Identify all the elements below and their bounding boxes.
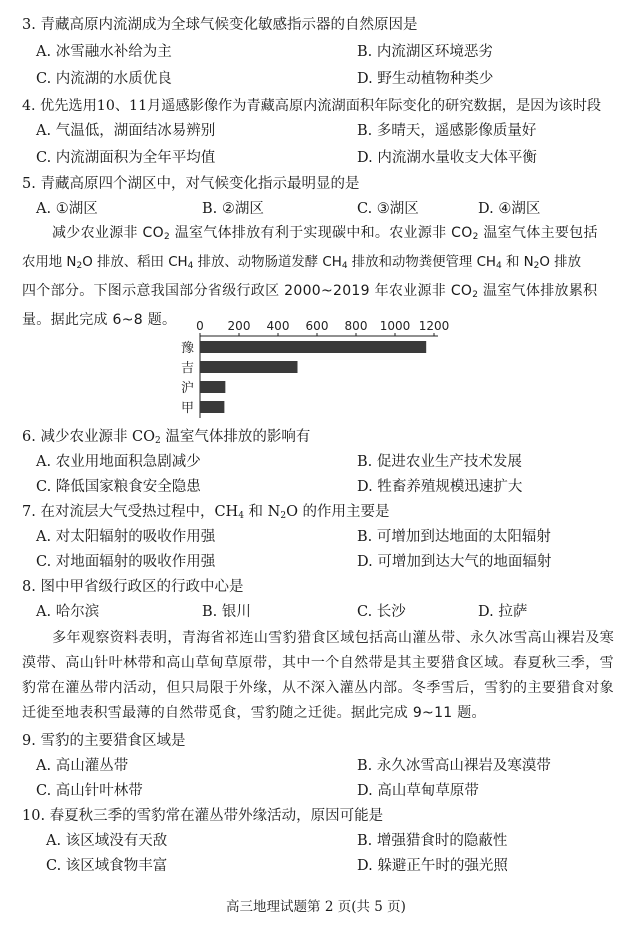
q7-option-d: D. 可增加到达大气的地面辐射 bbox=[357, 554, 552, 570]
q5-option-d: D. ④湖区 bbox=[478, 201, 541, 217]
q8-option-a: A. 哈尔滨 bbox=[36, 604, 100, 620]
bar-2 bbox=[200, 381, 225, 393]
q7-stem: 7. 在对流层大气受热过程中，$CH_4$ 和 $N_2O$ 的作用主要是 bbox=[22, 504, 390, 521]
q4-option-a: A. 气温低，湖面结冰易辨别 bbox=[36, 123, 216, 139]
bar-3 bbox=[200, 401, 224, 413]
q9-option-d: D. 高山草甸草原带 bbox=[357, 783, 479, 799]
q5-option-c: C. ③湖区 bbox=[357, 201, 419, 217]
category-label-2: 沪 bbox=[180, 381, 194, 396]
q8-stem: 8. 图中甲省级行政区的行政中心是 bbox=[22, 579, 244, 595]
q10-option-c: C. 该区域食物丰富 bbox=[46, 858, 168, 874]
q6-option-b: B. 促进农业生产技术发展 bbox=[357, 454, 522, 470]
category-label-0: 豫 bbox=[180, 341, 194, 356]
passage-snow-leopard: 多年观察资料表明，青海省祁连山雪豹猎食区域包括高山灌丛带、永久冰雪高山裸岩及寒漠带、高山针叶林带和高山草甸草原带，其中一个自然带是其主要猎食区域。春夏秋三季，雪豹常在灌丛带内活动，但只局限于外缘，从不深入灌丛内部。冬季雪后，雪豹的主要猎食对象迁徙至地表积雪最薄的自然带觅食，雪豹随之迁徙。据此完成 9~11 题。 bbox=[22, 630, 614, 721]
q3-option-d: D. 野生动植物种类少 bbox=[357, 71, 494, 87]
q7-option-b: B. 可增加到达地面的太阳辐射 bbox=[357, 529, 551, 545]
q4-option-b: B. 多晴天，遥感影像质量好 bbox=[357, 123, 537, 139]
q9-stem: 9. 雪豹的主要猎食区域是 bbox=[22, 733, 186, 749]
emissions-bar-chart bbox=[170, 316, 470, 420]
x-tick-label-2: 400 bbox=[266, 319, 290, 333]
x-tick-label-0: 0 bbox=[196, 319, 204, 333]
bar-1 bbox=[200, 361, 298, 373]
category-label-1: 吉 bbox=[180, 361, 194, 376]
q5-option-a: A. ①湖区 bbox=[36, 201, 98, 217]
q10-option-d: D. 躲避正午时的强光照 bbox=[357, 858, 508, 874]
q4-option-c: C. 内流湖面积为全年平均值 bbox=[36, 150, 216, 166]
q6-option-a: A. 农业用地面积急剧减少 bbox=[36, 454, 201, 470]
x-tick-label-1: 200 bbox=[227, 319, 251, 333]
q8-option-c: C. 长沙 bbox=[357, 604, 406, 620]
page-footer: 高三地理试题第 2 页(共 5 页) bbox=[226, 899, 406, 915]
q10-option-a: A. 该区域没有天敌 bbox=[46, 833, 168, 849]
q3-option-b: B. 内流湖区环境恶劣 bbox=[357, 44, 493, 60]
bar-0 bbox=[200, 341, 426, 353]
q4-stem: 4. 优先选用10、11月遥感影像作为青藏高原内流湖面积年际变化的研究数据，是因为该时段 bbox=[22, 98, 602, 114]
x-tick-label-6: 1200 bbox=[418, 319, 450, 333]
q6-stem: 6. 减少农业源非 $CO_2$ 温室气体排放的影响有 bbox=[22, 429, 311, 446]
q6-option-d: D. 牲畜养殖规模迅速扩大 bbox=[357, 479, 523, 495]
q7-option-a: A. 对太阳辐射的吸收作用强 bbox=[36, 529, 216, 545]
q6-option-c: C. 降低国家粮食安全隐患 bbox=[36, 479, 201, 495]
q9-option-a: A. 高山灌丛带 bbox=[36, 758, 129, 774]
x-tick-label-5: 1000 bbox=[379, 319, 411, 333]
x-tick-label-4: 800 bbox=[344, 319, 368, 333]
passage-agriculture: 减少农业源非 $CO_2$ 温室气体排放有利于实现碳中和。农业源非 $CO_2$ 温室气体主要包括 农用地 $N_2O$ 排放、稻田 $CH_4$ 排放、动物肠道发酵 $CH_4$ 排放和动物粪便管理 $CH_4$ 和 $N_2O$ 排放 四个部分。下图示意我国部分省级行政区 2000~2019 年农业源非 $CO_2$ 温室气体排放累积 量。据此完成 6~8 题。 bbox=[22, 225, 598, 328]
q8-option-d: D. 拉萨 bbox=[478, 604, 528, 620]
q9-option-c: C. 高山针叶林带 bbox=[36, 783, 143, 799]
q3-option-c: C. 内流湖的水质优良 bbox=[36, 71, 172, 87]
q5-stem: 5. 青藏高原四个湖区中，对气候变化指示最明显的是 bbox=[22, 176, 360, 192]
q7-option-c: C. 对地面辐射的吸收作用强 bbox=[36, 554, 216, 570]
category-label-3: 甲 bbox=[180, 401, 194, 416]
q10-stem: 10. 春夏秋三季的雪豹常在灌丛带外缘活动，原因可能是 bbox=[22, 808, 384, 824]
q8-option-b: B. 银川 bbox=[202, 604, 251, 620]
q10-option-b: B. 增强猎食时的隐蔽性 bbox=[357, 833, 508, 849]
x-tick-label-3: 600 bbox=[305, 319, 329, 333]
q4-option-d: D. 内流湖水量收支大体平衡 bbox=[357, 150, 537, 166]
q9-option-b: B. 永久冰雪高山裸岩及寒漠带 bbox=[357, 758, 551, 774]
q3-option-a: A. 冰雪融水补给为主 bbox=[36, 44, 172, 60]
q3-stem: 3. 青藏高原内流湖成为全球气候变化敏感指示器的自然原因是 bbox=[22, 17, 418, 33]
q5-option-b: B. ②湖区 bbox=[202, 201, 264, 217]
